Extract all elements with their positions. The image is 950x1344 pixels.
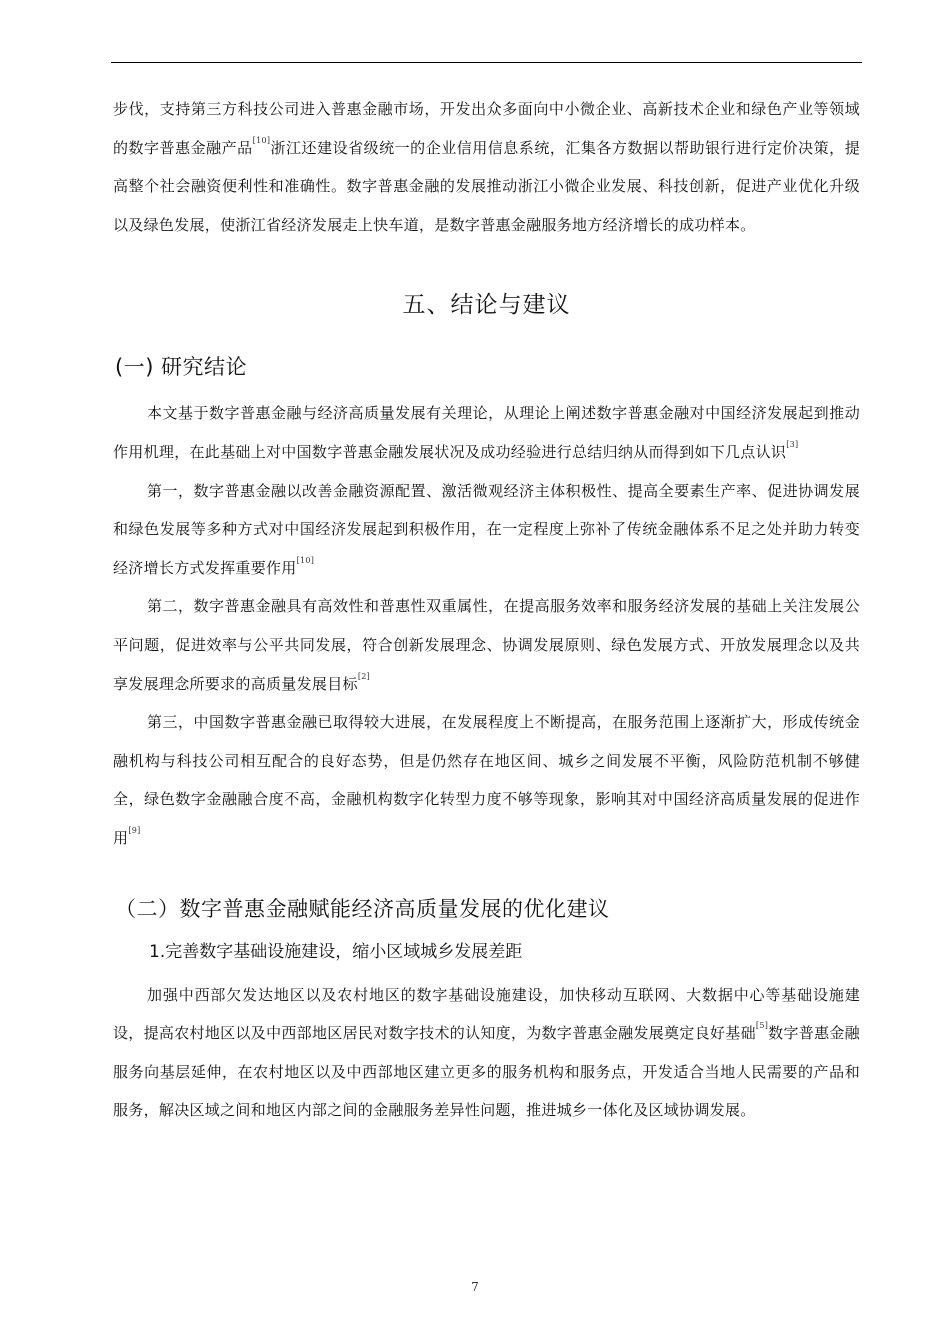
conclusion-paragraph <box>113 472 860 588</box>
citation: [2] <box>357 671 371 681</box>
conclusion-paragraph <box>113 394 860 471</box>
citation: [3] <box>786 439 799 449</box>
conclusion-paragraph <box>113 703 860 857</box>
suggestion-paragraph <box>113 976 860 1130</box>
paragraph-text: 数字普惠金融服务向基层延伸，在农村地区以及中西部地区建立更多的服务机构和服务点，开发适合当地人民需要的产品和服务，解决区域之间和地区内部之间的金融服务差异性问题，推进城乡一体化及区域协调发展。 <box>113 1024 860 1120</box>
section-title: 五、结论与建议 <box>402 292 571 319</box>
paragraph-text: 本文基于数字普惠金融与经济高质量发展有关理论，从理论上阐述数字普惠金融对中国经济发展起到推动作用机理，在此基础上对中国数字普惠金融发展状况及成功经验进行总结归纳从而得到如下几点认识 <box>113 404 860 461</box>
page-content <box>113 90 860 1130</box>
citation: [9] <box>128 825 141 835</box>
paragraph-text: 第三，中国数字普惠金融已取得较大进展，在发展程度上不断提高，在服务范围上逐渐扩大，形成传统金融机构与科技公司相互配合的良好态势，但是仍然存在地区间、城乡之间发展不平衡，风险防范机制不够健全，绿色数字金融融合度不高，金融机构数字化转型力度不够等现象，影响其对中国经济高质量发展的促进作用 <box>113 713 860 847</box>
subsection-title-suggestions: （二）数字普惠金融赋能经济高质量发展的优化建议 <box>115 896 610 921</box>
page-number: 7 <box>471 1280 479 1294</box>
conclusion-paragraph <box>113 587 860 703</box>
subsection-title-conclusions: (一) 研究结论 <box>115 355 248 380</box>
intro-text-b: 浙江还建设省级统一的企业信用信息系统，汇集各方数据以帮助银行进行定价决策，提高整个社会融资便利性和准确性。数字普惠金融的发展推动浙江小微企业发展、科技创新，促进产业优化升级以及绿色发展，使浙江省经济发展走上快车道，是数字普惠金融服务地方经济增长的成功样本。 <box>113 138 861 234</box>
citation: [10] <box>252 135 271 145</box>
item-title: 1.完善数字基础设施建设，缩小区域城乡发展差距 <box>149 941 523 962</box>
citation: [5] <box>755 1021 769 1031</box>
intro-paragraph <box>113 90 860 244</box>
paragraph-text: 第二，数字普惠金融具有高效性和普惠性双重属性，在提高服务效率和服务经济发展的基础上关注发展公平问题，促进效率与公平共同发展，符合创新发展理念、协调发展原则、绿色发展方式、开放发展理念以及共享发展理念所要求的高质量发展目标 <box>113 597 860 693</box>
paragraph-text: 第一，数字普惠金融以改善金融资源配置、激活微观经济主体积极性、提高全要素生产率、促进协调发展和绿色发展等多种方式对中国经济发展起到积极作用，在一定程度上弥补了传统金融体系不足之处并助力转变经济增长方式发挥重要作用 <box>113 481 860 577</box>
citation: [10] <box>296 555 315 565</box>
intro-text-a: 步伐，支持第三方科技公司进入普惠金融市场，开发出众多面向中小微企业、高新技术企业和绿色产业等领域的数字普惠金融产品 <box>113 100 860 157</box>
header-rule <box>111 62 862 63</box>
paragraph-text: 加强中西部欠发达地区以及农村地区的数字基础设施建设，加快移动互联网、大数据中心等基础设施建设，提高农村地区以及中西部地区居民对数字技术的认知度，为数字普惠金融发展奠定良好基础 <box>113 985 860 1043</box>
